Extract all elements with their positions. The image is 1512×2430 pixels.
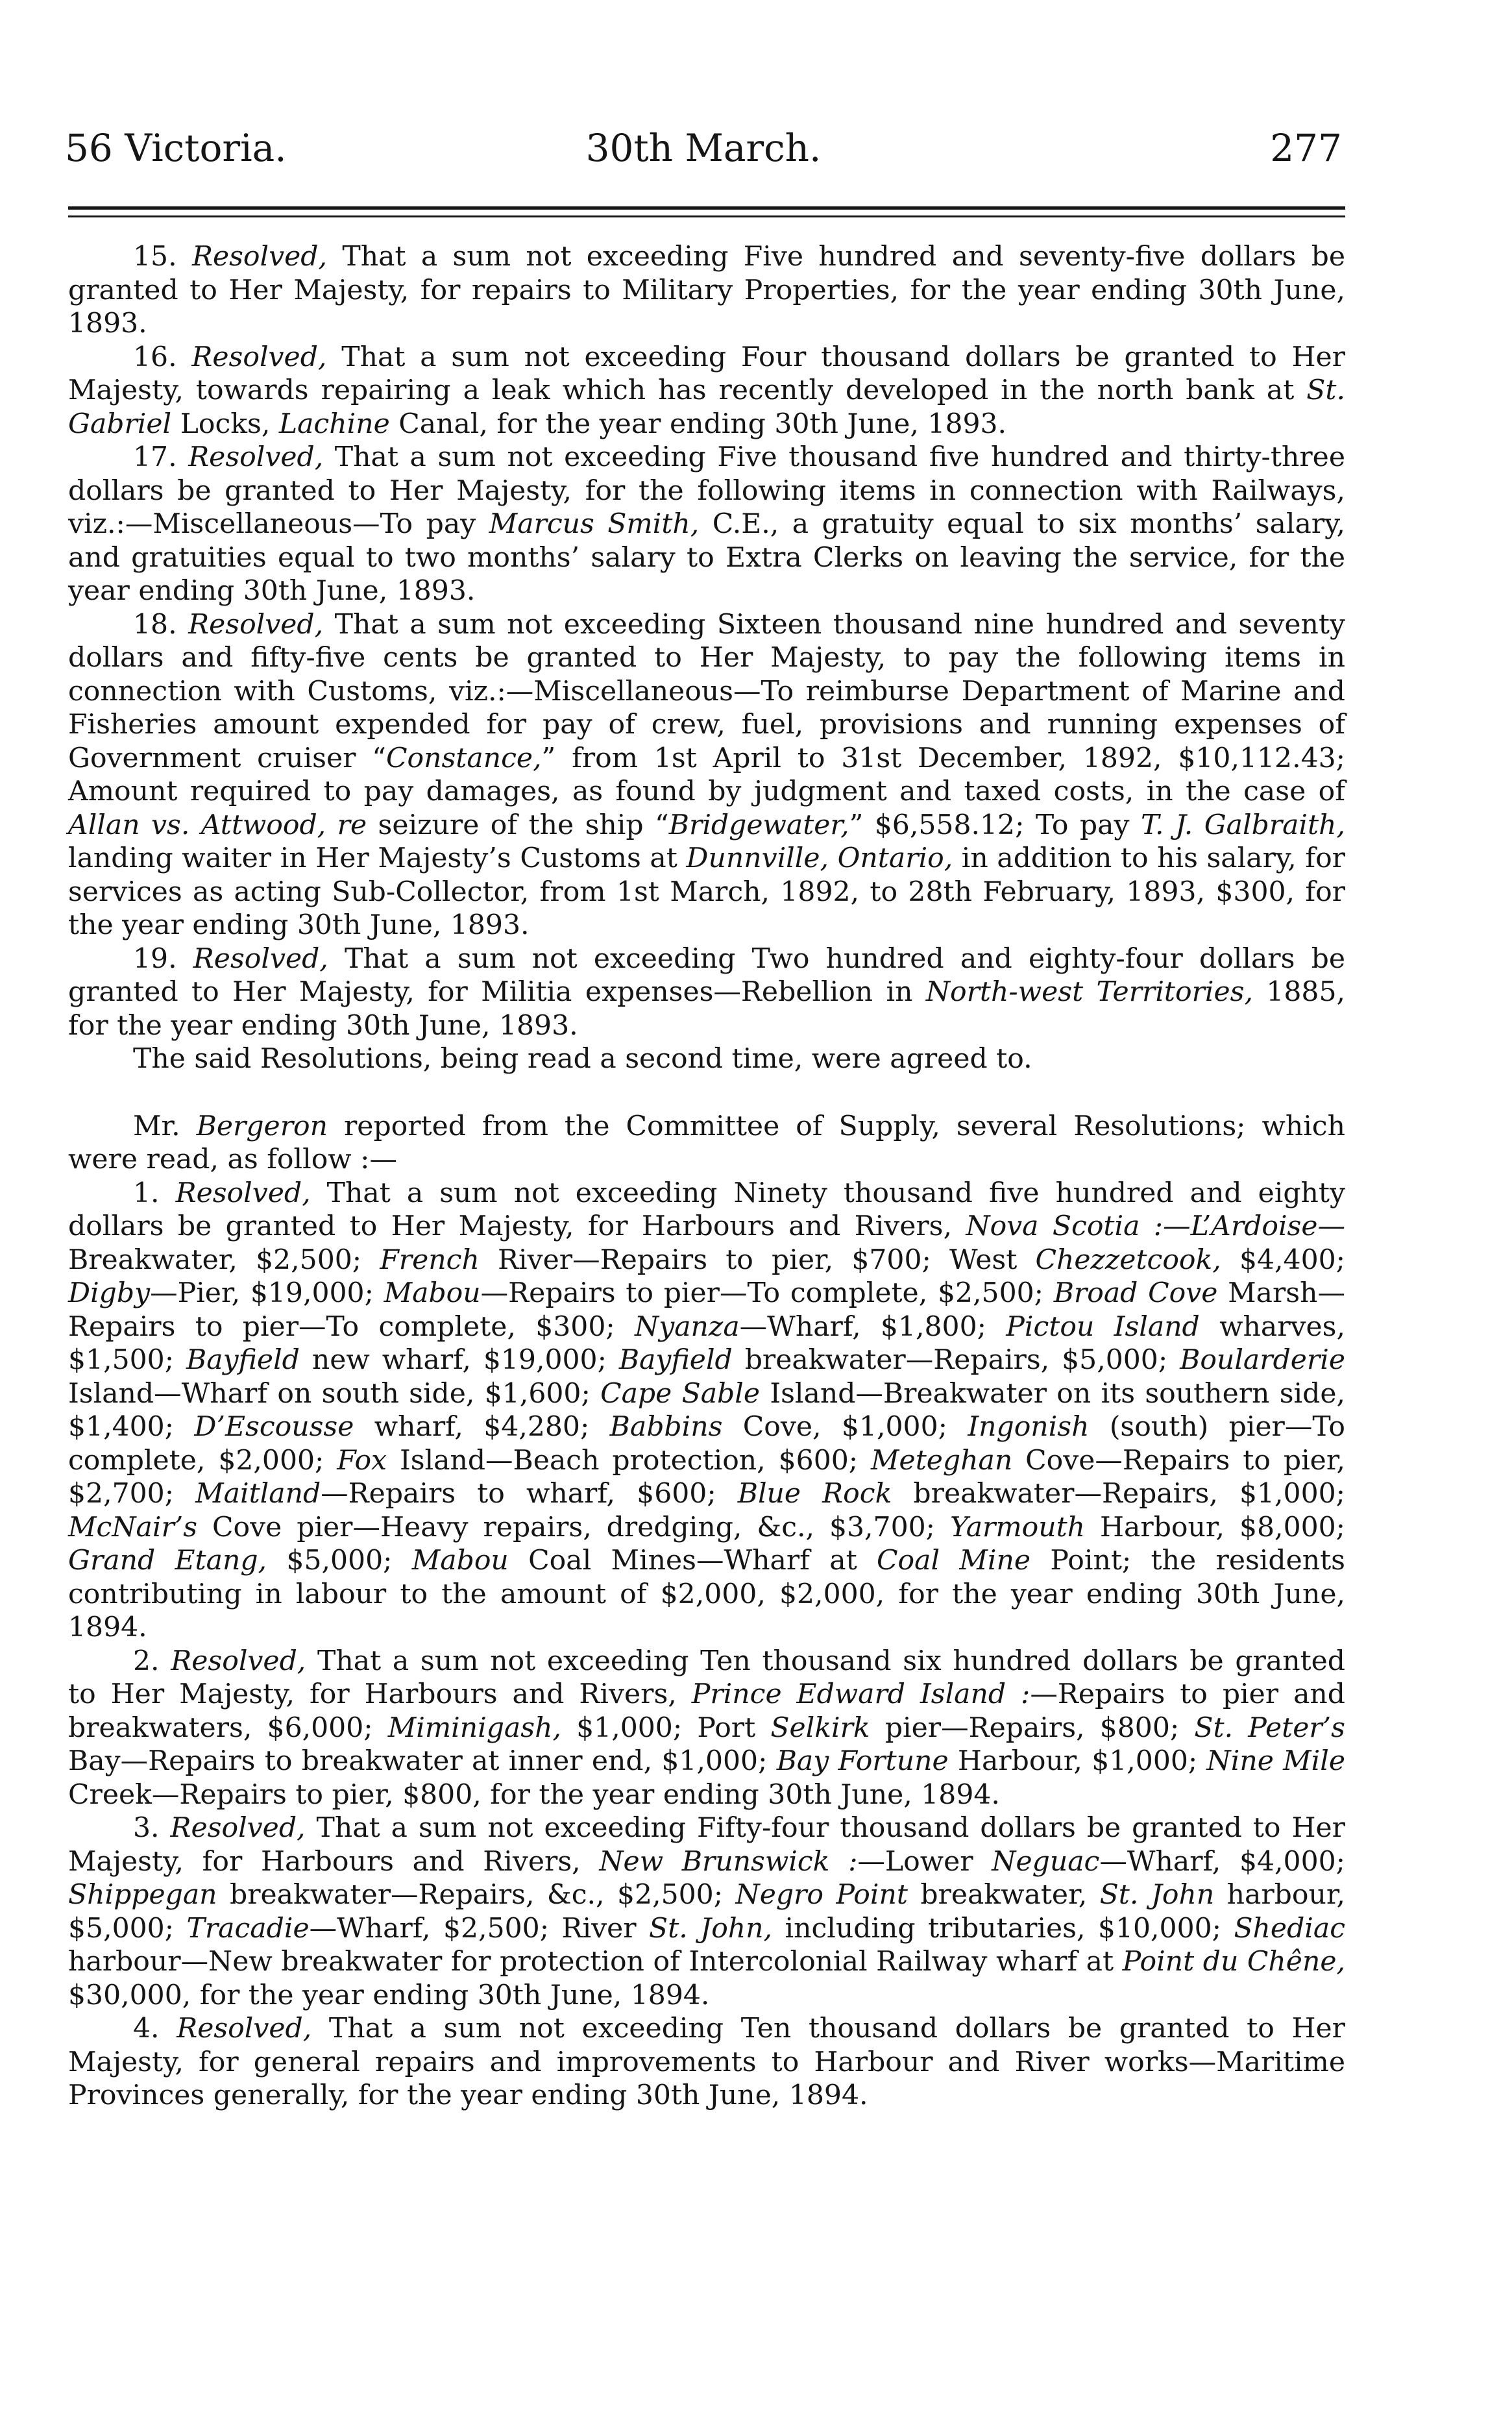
paragraph-text: breakwater—Repairs, $5,000; (732, 1344, 1180, 1376)
paragraph-text: That a sum not exceeding Ten thousand six hundred dollars be granted to Her Majesty, for Harbours and Rivers, (68, 1645, 1345, 1710)
page-number: 277 (1270, 126, 1342, 170)
paragraph-text: reported from the Committee of Supply, several Resolutions; which were read, as follow :— (68, 1110, 1345, 1175)
italic-term: St. Gabriel (68, 374, 1345, 440)
italic-term: Boularderie (1180, 1344, 1345, 1376)
italic-term: Negro Point (735, 1879, 908, 1911)
italic-term: Grand Etang, (68, 1545, 267, 1577)
paragraph-text: Coal Mines—Wharf at (508, 1545, 877, 1577)
paragraph-text: breakwater—Repairs, $1,000; (892, 1478, 1345, 1510)
paragraph-text: $5,000; (267, 1545, 412, 1577)
italic-term: St. John, (649, 1912, 773, 1945)
paragraph-text: —Repairs to wharf, $600; (321, 1478, 738, 1510)
paragraph-text: That a sum not exceeding Five thousand five hundred and thirty-three dollars be granted to Her Majesty, for the following items in connection with Railways, viz.:—Miscellaneous—To pay (68, 441, 1345, 540)
paragraph-text: Cove—Repairs to pier, $2,700; (68, 1444, 1345, 1510)
paragraph-text: Point; the residents contributing in labour to the amount of $2,000, $2,000, for the year ending 30th June, 1894. (68, 1545, 1345, 1643)
italic-term: Resolved, (171, 1645, 306, 1677)
italic-term: Pictou Island (1006, 1310, 1200, 1343)
paragraph-text: That a sum not exceeding Sixteen thousand nine hundred and seventy dollars and fifty-five cents be granted to Her Majesty, to pay the following items in connection with Customs, viz.:—Miscellaneous—To reimburse Department of Marine and Fisheries amount expended for pay of crew, fuel, provisions and running expenses of Government cruiser “ (68, 608, 1345, 774)
italic-term: Cape Sable (600, 1377, 761, 1410)
paragraph-text: $1,000; Port (561, 1712, 771, 1744)
paragraph-text: (south) pier—To complete, $2,000; (68, 1411, 1345, 1477)
italic-term: Ingonish (968, 1411, 1090, 1443)
italic-term: Nova Scotia :—L’Ardoise (966, 1210, 1318, 1242)
paragraph-text: Harbour, $1,000; (948, 1745, 1207, 1777)
italic-term: Marcus Smith, (489, 508, 700, 540)
paragraph-text: 15. (133, 241, 192, 273)
italic-term: Fox (337, 1444, 387, 1477)
italic-term: Broad Cove (1053, 1277, 1218, 1309)
paragraph-text: —Repairs to pier and breakwaters, $6,000; (68, 1678, 1345, 1744)
italic-term: Bayfield (186, 1344, 300, 1376)
paragraph-text: including tributaries, $10,000; (772, 1912, 1234, 1945)
italic-term: Bergeron (196, 1110, 328, 1142)
paragraph-text: River—Repairs to pier, $700; West (479, 1244, 1036, 1276)
paragraph-text: That a sum not exceeding Four thousand dollars be granted to Her Majesty, towards repairing a leak which has recently developed in the north bank at (68, 341, 1345, 406)
italic-term: Miminigash, (387, 1712, 561, 1744)
italic-term: Nine Mile (1206, 1745, 1345, 1777)
paragraph-text: $30,000, for the year ending 30th June, 1894. (68, 1979, 710, 2011)
italic-term: Resolved, (193, 942, 328, 975)
italic-term: St. Peter’s (1194, 1712, 1345, 1744)
paragraph (68, 341, 1345, 441)
paragraph-text: —Breakwater, $2,500; (68, 1210, 1346, 1276)
italic-term: Shippegan (68, 1879, 217, 1911)
paragraph-text: The said Resolutions, being read a second time, were agreed to. (133, 1043, 1032, 1075)
paragraph-text: ” from 1st April to 31st December, 1892, $10,112.43; Amount required to pay damages, as found by judgment and taxed costs, in the case of (68, 742, 1345, 807)
paragraph-text: Cove, $1,000; (722, 1411, 968, 1443)
paragraph-text: seizure of the ship “ (367, 809, 669, 841)
italic-term: Coal Mine (877, 1545, 1031, 1577)
paragraph (68, 1042, 1345, 1076)
paragraph-text: harbour, $5,000; (68, 1879, 1345, 1945)
paragraph-text: ” $6,558.12; To pay (849, 809, 1141, 841)
paragraph (68, 2012, 1345, 2113)
paragraph-text: 4. (133, 2013, 177, 2044)
paragraph (68, 1645, 1345, 1812)
paragraph-text: breakwater—Repairs, &c., $2,500; (217, 1879, 736, 1911)
italic-term: St. John (1099, 1879, 1215, 1911)
italic-term: Allan vs. Attwood, re (68, 809, 367, 841)
paragraph-text: new wharf, $19,000; (299, 1344, 619, 1376)
italic-term: Prince Edward Island : (691, 1678, 1030, 1710)
paragraph (68, 240, 1345, 341)
paragraph-text: Bay—Repairs to breakwater at inner end, $1,000; (68, 1745, 777, 1777)
italic-term: North-west Territories, (925, 976, 1253, 1008)
paragraph (68, 1110, 1345, 1177)
paragraph-text: 16. (133, 341, 192, 373)
italic-term: Resolved, (191, 341, 327, 373)
paragraph-text: Locks, (171, 408, 279, 440)
paragraph (68, 441, 1345, 608)
italic-term: T. J. Galbraith, (1140, 809, 1345, 841)
italic-term: New Brunswick : (599, 1845, 858, 1878)
paragraph-text: That a sum not exceeding Ten thousand dollars be granted to Her Majesty, for general repairs and improvements to Harbour and River works—Maritime Provinces generally, for the year ending 30th June, 1894. (68, 2013, 1345, 2111)
italic-term: Neguac (992, 1845, 1100, 1878)
italic-term: Chezzetcook, (1035, 1244, 1221, 1276)
paragraph-text: 1. (133, 1177, 176, 1209)
italic-term: Tracadie (186, 1912, 310, 1945)
paragraph-text: landing waiter in Her Majesty’s Customs at (68, 842, 687, 874)
paragraph-text: wharves, $1,500; (68, 1310, 1346, 1376)
italic-term: Resolved, (188, 441, 324, 473)
italic-term: McNair’s (68, 1511, 198, 1543)
paragraph-text: Creek—Repairs to pier, $800, for the year ending 30th June, 1894. (68, 1778, 1000, 1811)
paragraph-text: breakwater, (907, 1879, 1100, 1911)
paragraph-text: —Wharf, $1,800; (739, 1310, 1006, 1343)
paragraph-text: 18. (133, 608, 189, 641)
paragraph (68, 608, 1345, 942)
italic-term: Yarmouth (949, 1511, 1086, 1543)
header-rule-thin (68, 215, 1345, 217)
paragraph-text: Canal, for the year ending 30th June, 1893. (389, 408, 1007, 440)
page-header (65, 116, 1342, 180)
paragraph-text: —Wharf, $2,500; River (309, 1912, 650, 1945)
header-date: 30th March. (585, 126, 822, 170)
paragraph-text: harbour—New breakwater for protection of Intercolonial Railway wharf at (68, 1946, 1123, 1978)
paragraph-text: 3. (133, 1812, 171, 1844)
paragraph-text: in addition to his salary, for services as acting Sub-Collector, from 1st March, 1892, to 28th February, 1893, $300, for the year ending 30th June, 1893. (68, 842, 1345, 941)
paragraph-text: Harbour, $8,000; (1085, 1511, 1346, 1543)
paragraph-text: Island—Breakwater on its southern side, $1,400; (68, 1377, 1345, 1443)
paragraph-text: —Repairs to pier—To complete, $2,500; (480, 1277, 1054, 1309)
paragraph-text: Cove pier—Heavy repairs, dredging, &c., $3,700; (197, 1511, 950, 1543)
paragraph (68, 1811, 1345, 2012)
paragraph-text: Island—Beach protection, $600; (387, 1444, 872, 1477)
italic-term: Nyanza (635, 1310, 740, 1343)
italic-term: Resolved, (188, 608, 324, 641)
italic-term: Resolved, (170, 1812, 306, 1844)
paragraph-text: That a sum not exceeding Two hundred and eighty-four dollars be granted to Her Majesty, for Militia expenses—Rebellion in (68, 942, 1345, 1008)
paragraph-text: $4,400; (1221, 1244, 1345, 1276)
paragraph-text: That a sum not exceeding Ninety thousand five hundred and eighty dollars be granted to Her Majesty, for Harbours and Rivers, (68, 1177, 1345, 1242)
paragraph-text: —Wharf, $4,000; (1099, 1845, 1345, 1878)
paragraph-text: —Lower (857, 1845, 992, 1878)
italic-term: Maitland (195, 1478, 321, 1510)
paragraph-text: —Pier, $19,000; (150, 1277, 384, 1309)
document-body (68, 240, 1345, 2113)
italic-term: Selkirk (770, 1712, 870, 1744)
italic-term: Digby (68, 1277, 151, 1309)
paragraph-text: That a sum not exceeding Five hundred and seventy-five dollars be granted to Her Majesty, for repairs to Military Properties, for the year ending 30th June, 1893. (68, 241, 1345, 339)
italic-term: Resolved, (175, 1177, 311, 1209)
italic-term: Bridgewater, (668, 809, 849, 841)
paragraph-text: 19. (133, 942, 193, 975)
italic-term: Shediac (1234, 1912, 1346, 1945)
paragraph-text: Island—Wharf on south side, $1,600; (68, 1377, 601, 1410)
italic-term: Resolved, (177, 2013, 312, 2044)
paragraph-text: 2. (133, 1645, 171, 1677)
paragraph-text: pier—Repairs, $800; (870, 1712, 1195, 1744)
header-rule-thick (68, 206, 1345, 210)
italic-term: Mabou (411, 1545, 509, 1577)
paragraph-text: That a sum not exceeding Fifty-four thousand dollars be granted to Her Majesty, for Harbours and Rivers, (68, 1812, 1345, 1878)
italic-term: Dunnville, Ontario, (686, 842, 953, 874)
paragraph-text: Marsh—Repairs to pier—To complete, $300; (68, 1277, 1345, 1343)
italic-term: Resolved, (191, 241, 327, 273)
italic-term: Mabou (384, 1277, 481, 1309)
paragraph (68, 1177, 1345, 1645)
paragraph-text: 17. (133, 441, 189, 473)
paragraph (68, 942, 1345, 1043)
italic-term: D’Escousse (194, 1411, 354, 1443)
italic-term: Bayfield (618, 1344, 733, 1376)
paragraph-text: C.E., a gratuity equal to six months’ salary, and gratuities equal to two months’ salary to Extra Clerks on leaving the service, for the year ending 30th June, 1893. (68, 508, 1345, 607)
italic-term: Blue Rock (737, 1478, 892, 1510)
italic-term: French (380, 1244, 480, 1276)
italic-term: Bay Fortune (776, 1745, 949, 1777)
italic-term: Meteghan (871, 1444, 1013, 1477)
header-session: 56 Victoria. (65, 126, 287, 170)
italic-term: Point du Chêne, (1122, 1946, 1345, 1978)
paragraph-text: Mr. (133, 1110, 197, 1142)
italic-term: Constance, (386, 742, 542, 774)
italic-term: Babbins (609, 1411, 723, 1443)
paragraph-text: wharf, $4,280; (354, 1411, 610, 1443)
paragraph-text: 1885, for the year ending 30th June, 1893. (68, 976, 1345, 1042)
italic-term: Lachine (278, 408, 390, 440)
